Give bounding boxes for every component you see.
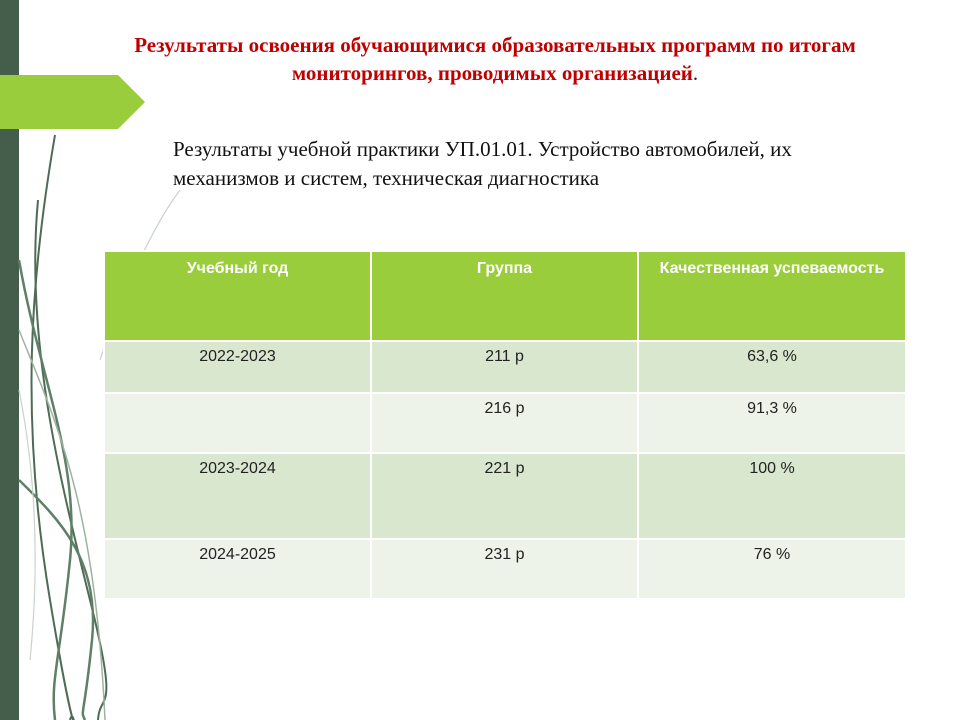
cell-quality: 100 % [638,453,906,539]
table-row [104,539,906,599]
cell-quality: 91,3 % [638,393,906,453]
header-group: Группа [371,251,638,341]
cell-year: 2023-2024 [104,453,371,539]
slide-title [70,31,920,87]
cell-quality: 63,6 % [638,341,906,393]
slide-title-period: . [692,61,699,85]
results-table [103,250,907,600]
header-quality-performance: Качественная успеваемость [638,251,906,341]
cell-year: 2022-2023 [104,341,371,393]
cell-group: 211 р [371,341,638,393]
cell-year: 2024-2025 [104,539,371,599]
table-row [104,393,906,453]
table-header-row [104,251,906,341]
table-row [104,453,906,539]
cell-year [104,393,371,453]
slide-subtitle: Результаты учебной практики УП.01.01. Устройство автомобилей, их механизмов и систем, техническая диагностика [173,137,792,190]
cell-group: 216 р [371,393,638,453]
cell-group: 221 р [371,453,638,539]
slide-title-text: Результаты освоения обучающимися образовательных программ по итогам мониторингов, проводимых организацией [134,33,856,85]
table-row [104,341,906,393]
cell-group: 231 р [371,539,638,599]
header-academic-year: Учебный год [104,251,371,341]
cell-quality: 76 % [638,539,906,599]
